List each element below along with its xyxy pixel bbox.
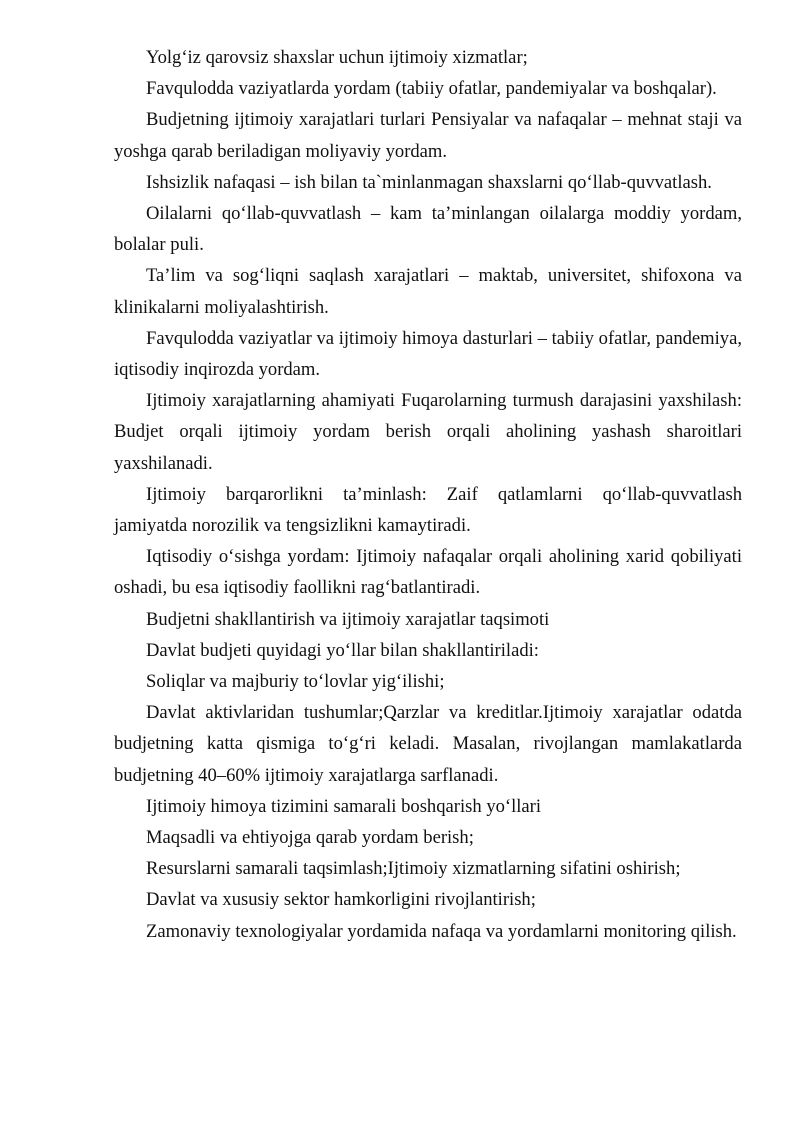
- list-item: Resurslarni samarali taqsimlash;Ijtimoiy xizmatlarning sifatini oshirish;: [146, 858, 681, 880]
- section-heading: Ijtimoiy himoya tizimini samarali boshqarish yo‘llari: [146, 795, 542, 817]
- paragraph: Davlat aktivlaridan tushumlar;Qarzlar va kreditlar.Ijtimoiy xarajatlar odatda budjetning katta qismiga to‘g‘ri keladi. Masalan, rivojlangan mamlakatlarda budjetning 40–60% ijtimoiy xarajatlarga sarflanadi.: [114, 702, 742, 786]
- paragraph: Ijtimoiy barqarorlikni ta’minlash: Zaif qatlamlarni qo‘llab-quvvatlash jamiyatda norozilik va tengsizlikni kamaytiradi.: [114, 483, 742, 537]
- paragraph: Favqulodda vaziyatlarda yordam (tabiiy ofatlar, pandemiyalar va boshqalar).: [146, 78, 717, 100]
- paragraph: Ta’lim va sog‘liqni saqlash xarajatlari – maktab, universitet, shifoxona va klinikalarni moliyalashtirish.: [114, 265, 742, 318]
- paragraph: Favqulodda vaziyatlar va ijtimoiy himoya dasturlari – tabiiy ofatlar, pandemiya, iqtisodiy inqirozda yordam.: [114, 327, 742, 381]
- section-heading: Budjetni shakllantirish va ijtimoiy xarajatlar taqsimoti: [146, 608, 550, 630]
- paragraph: Oilalarni qo‘llab-quvvatlash – kam ta’minlangan oilalarga moddiy yordam, bolalar puli.: [114, 203, 742, 256]
- list-item: Davlat va xususiy sektor hamkorligini rivojlantirish;: [146, 889, 536, 911]
- paragraph: Ishsizlik nafaqasi – ish bilan ta`minlanmagan shaxslarni qo‘llab-quvvatlash.: [146, 171, 712, 193]
- paragraph: Ijtimoiy xarajatlarning ahamiyati Fuqarolarning turmush darajasini yaxshilash: Budjet orqali ijtimoiy yordam berish orqali aholining yashash sharoitlari yaxshilanadi.: [114, 390, 742, 474]
- list-item: Maqsadli va ehtiyojga qarab yordam berish;: [146, 827, 474, 849]
- paragraph: Yolg‘iz qarovsiz shaxslar uchun ijtimoiy xizmatlar;: [146, 47, 528, 68]
- list-item: Soliqlar va majburiy to‘lovlar yig‘ilishi;: [146, 671, 445, 693]
- paragraph: Iqtisodiy o‘sishga yordam: Ijtimoiy nafaqalar orqali aholining xarid qobiliyati oshadi, bu esa iqtisodiy faollikni rag‘batlantiradi.: [114, 546, 742, 599]
- list-item: Zamonaviy texnologiyalar yordamida nafaqa va yordamlarni monitoring qilish.: [146, 920, 737, 942]
- document-body: [114, 42, 742, 947]
- paragraph: Davlat budjeti quyidagi yo‘llar bilan shakllantiriladi:: [146, 639, 539, 661]
- paragraph: Budjetning ijtimoiy xarajatlari turlari Pensiyalar va nafaqalar – mehnat staji va yoshga qarab beriladigan moliyaviy yordam.: [114, 109, 742, 162]
